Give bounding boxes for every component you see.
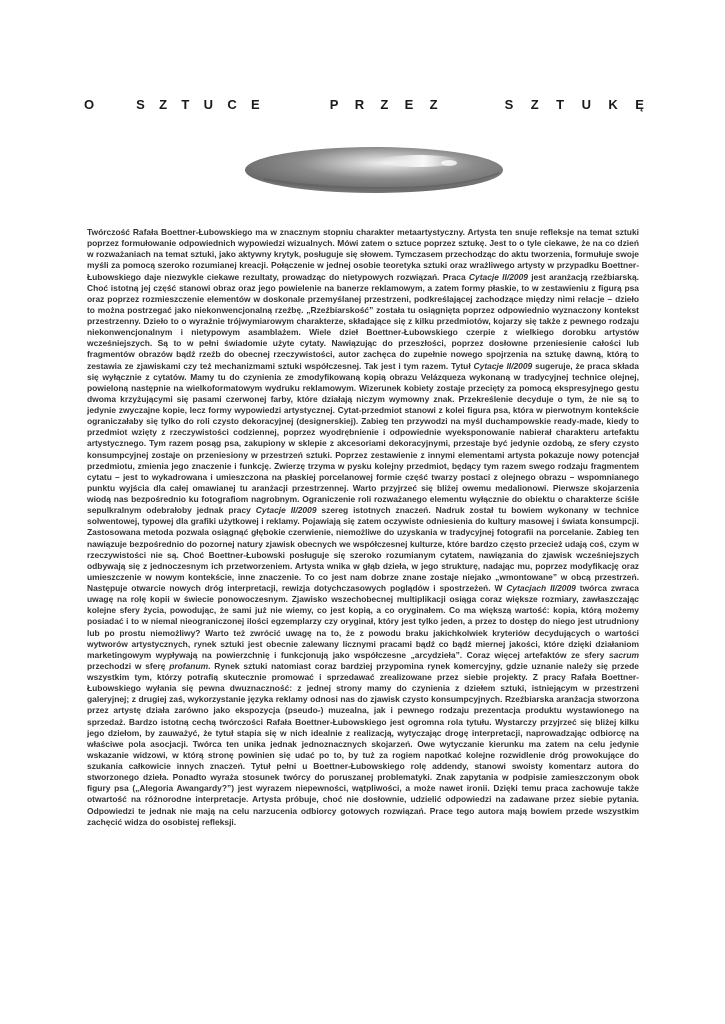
article-body bbox=[87, 227, 639, 828]
text-segment: sugeruje, że praca składa się wyłącznie z cytatów. Mamy tu do czynienia ze zmodyfikowaną kopią obrazu Velázqueza wykonaną w tradycyjnej technice olejnej, powieloną następnie na wielkoformatowym wydruku reklamowym. Wizerunek kobiety zostaje przecięty za pomocą ekspresyjnego gestu dwoma krzyżującymi się pasami czerwonej farby, które działają niczym wymowny znak. Przekreślenie decyduje o tym, że nie są to jedynie zwyczajne kopie, lecz formy wypowiedzi artystycznej. Cytat-przedmiot stanowi z kolei figura psa, która w pierwotnym kontekście ograniczałaby się tylko do roli czysto dekoracyjnej (designerskiej). Zabieg ten przywodzi na myśl duchampowskie ready-made, kiedy to przedmiot wzięty z rzeczywistości codziennej, poprzez wyodrębnienie i odpowiednie wyeksponowanie nabierał charakteru artefaktu artystycznego. Tym razem posąg psa, zakupiony w sklepie z akcesoriami dekoracyjnymi, przestaje być jedynie ozdobą, ze sfery czysto konsumpcyjnej zostaje on przeniesiony w przestrzeń sztuki. Poprzez zestawienie z innymi elementami artysta pokazuje nowy potencjał przedmiotu, zmienia jego znaczenie i funkcję. Zwierzę trzyma w pysku kolejny przedmiot, będący tym razem swego rodzaju fragmentem cytatu – jest to wykadrowana i umieszczona na płaskiej porcelanowej formie część twarzy postaci z olejnego obrazu – wspomnianego punktu wyjścia dla całej omawianej tu aranżacji przestrzennej. Warto przyjrzeć się bliżej owemu medalionowi. Pierwsze skojarzenia wiodą nas bezpośrednio ku fotografiom nagrobnym. Ograniczenie roli rozważanego elementu wyłącznie do obiektu o charakterze ściśle sepulkralnym odebrałoby jednak pracy bbox=[87, 360, 639, 516]
title-letter: R bbox=[354, 97, 365, 112]
italic-title-segment: Cytacje II/2009 bbox=[473, 360, 533, 371]
text-segment: . Rynek sztuki natomiast coraz bardziej przypomina rynek komercyjny, gdzie uznanie należy się przede wszystkim tym, którzy potrafią skutecznie promować i sprzedawać zrealizowane przez siebie projekty. Z pracy Rafała Boettner-Łubowskiego wyłania się pewna dwuznaczność: z jednej strony mamy do czynienia z dziełem sztuki, istniejącym w przestrzeni galeryjnej; z drugiej zaś, wykorzystanie języka reklamy odnosi nas do zjawisk czysto konsumpcyjnych. Rzeźbiarska aranżacja stworzona przez artystę działa zarówno jako ekspozycja (pseudo-) muzealna, jak i pewnego rodzaju prezentacja produktu wystawionego na sprzedaż. Bardzo istotną cechą twórczości Rafała Boettner-Łubowskiego jest ogromna rola tytułu. Wystarczy przyjrzeć się bliżej kilku jego dziełom, by zauważyć, że tytuł stapia się w nich idealnie z realizacją, wytyczając drogę interpretacji, naprowadzając odbiorcę na właściwe pola asocjacji. Twórca ten unika jednak jednoznacznych skojarzeń. Owe wytyczanie kierunku ma zatem na celu jedynie wskazanie widzowi, w którą stronę powinien się udać po to, by tuż za rogiem napotkać kolejne rozwidlenie dróg prowokujące do szukania całkowicie innych znaczeń. Tytuł pełni u Boettner-Łubowskiego rolę addendy, stanowi swoisty komentarz autora do stworzonego dzieła. Ponadto wyraża stosunek twórcy do poruszanej problematyki. Znak zapytania w podpisie zamieszczonym obok figury psa („Alegoria Awangardy?”) jest wyrazem niepewności, wątpliwości, a może nawet ironii. Dzięki temu praca zachowuje także otwartość na różnorodne interpretacje. Artysta próbuje, choć nie dosłownie, udzielić odpowiedzi na zadawane przez siebie pytania. Odpowiedzi te jednak nie mają na celu narzucenia odbiorcy gotowych rozwiązań. Prace tego autora mają bowiem przede wszystkim zachęcić widza do osobistej refleksji. bbox=[87, 660, 639, 827]
title-letter: U bbox=[581, 97, 591, 112]
title-letter: T bbox=[181, 97, 190, 112]
title-letter: O bbox=[84, 97, 95, 112]
italic-title-segment: profanum bbox=[169, 660, 209, 671]
title-letter: S bbox=[136, 97, 145, 112]
title-letter: Z bbox=[159, 97, 168, 112]
text-segment: szereg istotnych znaczeń. Nadruk został tu bowiem wykonany w technice solwentowej, typowej dla grafiki użytkowej i reklamy. Pojawiają się zatem oczywiste odniesienia do kultury masowej i świata konsumpcji. Zastosowana metoda pozwala osiągnąć głębokie czerwienie, niemożliwe do uzyskania w tradycyjnej fotografii na porcelanie. Zabieg ten nawiązuje bezpośrednio do pozornej natury zjawisk obecnych we współczesnej kulturze, które bardzo często przecież udają coś, czym w rzeczywistości nie są. Choć Boettner-Łubowski posługuje się szeroko rozumianym cytatem, nawiązania do zjawisk wcześniejszych odbywają się z jednoczesnym ich przetworzeniem. Artysta wnika w głąb dzieła, w jego strukturę, nadając mu, poprzez modyfikację oraz umieszczenie w nowym kontekście, inne znaczenie. To co jest nam dobrze znane zostaje niejako „wmontowane” w obcą przestrzeń. Następuje otwarcie nowych dróg interpretacji, rewizja dotychczasowych poglądów i spostrzeżeń. W bbox=[87, 505, 639, 593]
italic-title-segment: Cytacje II/2009 bbox=[468, 271, 528, 282]
italic-title-segment: Cytacje II/2009 bbox=[255, 505, 317, 516]
title-letter: P bbox=[329, 97, 339, 112]
title-letter: T bbox=[556, 97, 565, 112]
title-word bbox=[84, 97, 94, 112]
page-title bbox=[84, 97, 644, 112]
title-letter: U bbox=[203, 97, 214, 112]
title-letter: Z bbox=[530, 97, 539, 112]
text-segment: przechodzi w sferę bbox=[87, 660, 170, 671]
italic-title-segment: Cytacjach II/2009 bbox=[506, 583, 576, 593]
title-letter: Z bbox=[380, 97, 389, 112]
title-word bbox=[330, 97, 438, 112]
title-letter: K bbox=[608, 97, 618, 112]
title-letter: Ę bbox=[635, 97, 644, 112]
title-letter: E bbox=[251, 97, 260, 112]
text-segment: twórca zwraca uwagę na rolę kopii w świecie ponowoczesnym. Zjawisko wszechobecnej multiplikacji osiąga coraz większe rozmiary, zawłaszczając kolejne sfery życia, powodując, że sami już nie wiemy, co jest kopią, a co oryginałem. Co ma większą wartość: kopia, którą możemy posiadać i to w niemal nieograniczonej ilości egzemplarzy czy oryginał, który jest tylko jeden, a przez to dostęp do niego jest utrudniony lub po prostu niemożliwy? Warto też zwrócić uwagę na to, że z powodu braku jakichkolwiek kryteriów decydujących o wartości wytworów artystycznych, rynek sztuki jest obecnie zalewany licznymi pracami bądź co bądź miernej jakości, które dzięki działaniom marketingowym wypływają na powierzchnię i funkcjonują jako współczesne „arcydzieła”. Coraz więcej artefaktów ze sfery bbox=[87, 583, 639, 660]
title-letter: S bbox=[504, 97, 514, 112]
title-letter: C bbox=[227, 97, 237, 112]
title-word bbox=[136, 97, 260, 112]
title-word bbox=[505, 97, 644, 112]
text-segment: Twórczość Rafała Boettner-Łubowskiego ma w znacznym stopniu charakter metaartystyczny. Artysta ten snuje refleksje na temat sztuki poprzez formułowanie odpowiednich wypowiedzi wizualnych. Mówi zatem o sztuce poprzez sztukę. Jest to o tyle ciekawe, że na co dzień w rozważaniach na temat sztuki, jako aktywny krytyk, posługuje się słowem. Tymczasem przechodząc do aktu tworzenia, formułuje swoje myśli za pomocą szeroko rozumianej kreacji. Połączenie w jednej osobie teoretyka sztuki oraz wrażliwego artysty w przypadku Boettner-Łubowskiego daje niezwykle ciekawe rezultaty, prowadząc do nietypowych rozwiązań. Praca bbox=[87, 227, 639, 282]
title-letter: E bbox=[404, 97, 414, 112]
italic-title-segment: sacrum bbox=[608, 649, 639, 660]
title-letter: Z bbox=[429, 97, 438, 112]
decorative-disc-image bbox=[244, 145, 504, 195]
text-segment: jest aranżacją rzeźbiarską. Choć istotną jej część stanowi obraz oraz jego powielenie na banerze reklamowym, a zatem formy płaskie, to w zestawieniu z figurą psa oraz poprzez rozmieszczenie elementów w doskonale przemyślanej przestrzeni, podkreślającej zachodzące między nimi relacje – dzieło to można postrzegać jako niekonwencjonalną rzeźbę. „Rzeźbiarskość” została tu osiągnięta poprzez odpowiednio wyznaczony kontekst przestrzenny. Dzieło to o wyraźnie trójwymiarowym charakterze, składające się z kilku przedmiotów, kojarzy się także z pewnego rodzaju niekonwencjonalnym i nietypowym asamblażem. Wiele dzieł Boettner-Łubowskiego czerpie z wielkiego dorobku artystów wcześniejszych. Są to w pełni świadomie użyte cytaty. Nawiązując do przeszłości, poprzez dosłowne przeniesienie całości lub fragmentów obrazów bądź rzeźb do obecnej rzeczywistości, autor zachęca do zupełnie nowego spojrzenia na sztukę dawną, którą to zestawia ze zjawiskami czy też mechanizmami sztuki współczesnej. Tak jest i tym razem. Tytuł bbox=[87, 271, 639, 371]
